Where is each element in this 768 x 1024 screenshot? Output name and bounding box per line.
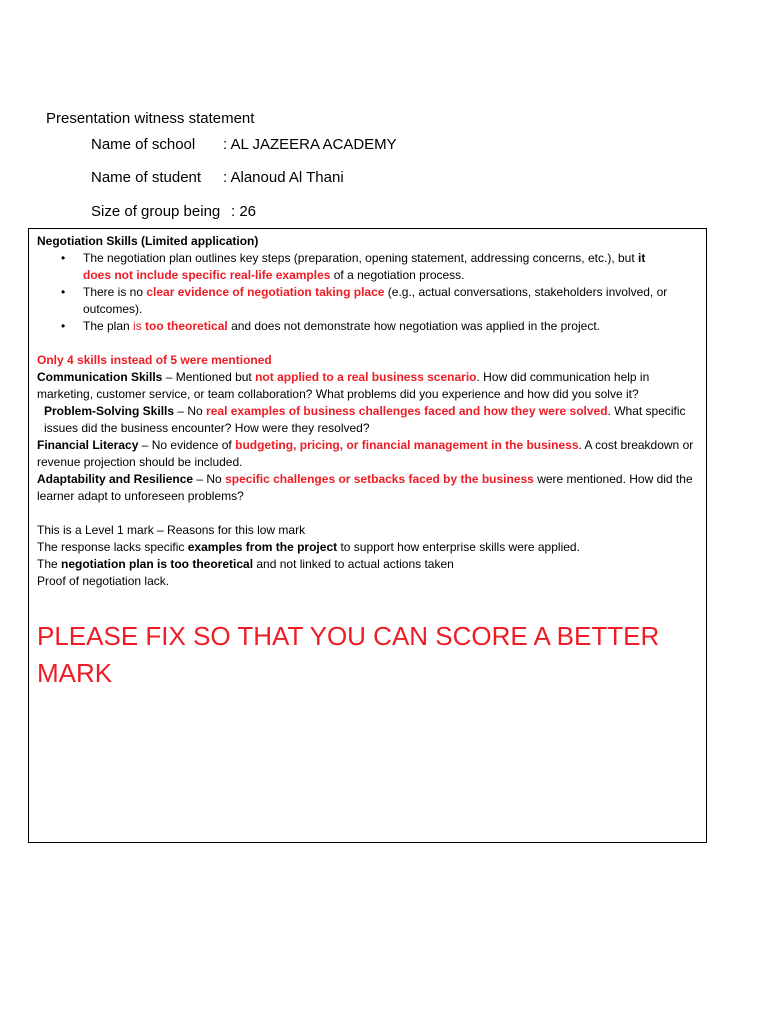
list-item (61, 250, 698, 284)
document-title: Presentation witness statement (46, 110, 255, 127)
text-run: specific challenges or setbacks faced by the business (225, 472, 534, 486)
text-run: of a negotiation process. (330, 268, 465, 282)
group-size-value: : 26 (231, 203, 257, 220)
skill-name: Financial Literacy (37, 438, 139, 452)
text-run: to support how enterprise skills were applied. (337, 540, 580, 554)
reason-proof-line: Proof of negotiation lack. (37, 574, 170, 588)
financial-literacy-paragraph (37, 437, 698, 471)
text-run: . A cost breakdown or revenue projection should be included. (37, 438, 694, 469)
group-size-row (91, 202, 257, 222)
text-run: – Mentioned but (162, 370, 256, 384)
problem-solving-paragraph (37, 403, 698, 437)
feedback-box (28, 228, 707, 843)
spacer (37, 335, 698, 352)
text-run: negotiation plan is too theoretical (61, 557, 254, 571)
text-run: is (133, 319, 146, 333)
text-run: The plan (83, 319, 134, 333)
text-run: it (638, 251, 646, 265)
school-row (91, 135, 397, 155)
text-run: – No (174, 404, 207, 418)
text-run: real examples of business challenges faced and how they were solved (206, 404, 608, 418)
text-run: too theoretical (145, 319, 228, 333)
list-item (61, 318, 698, 335)
list-item (61, 284, 698, 318)
text-run: and not linked to actual actions taken (253, 557, 454, 571)
negotiation-heading: Negotiation Skills (Limited application) (37, 234, 259, 248)
student-value: : Alanoud Al Thani (223, 169, 344, 186)
bullet-icon: • (61, 251, 66, 265)
level-mark-line: This is a Level 1 mark – Reasons for this low mark (37, 523, 306, 537)
call-to-action: PLEASE FIX SO THAT YOU CAN SCORE A BETTER MARK (37, 621, 660, 688)
skills-count-note: Only 4 skills instead of 5 were mentioned (37, 353, 272, 367)
text-run: (e.g., actual conversations, stakeholders involved, or outcomes). (83, 285, 668, 316)
text-run: The negotiation plan outlines key steps (preparation, opening statement, addressing concerns, etc.), but (83, 251, 638, 265)
spacer (37, 505, 698, 522)
text-run: does not include specific real-life examples (83, 268, 331, 282)
text-run: budgeting, pricing, or financial management in the business (235, 438, 579, 452)
text-run: The response lacks specific (37, 540, 188, 554)
text-run: clear evidence of negotiation taking place (146, 285, 385, 299)
reason-examples-line (37, 539, 698, 556)
text-run: not applied to a real business scenario (255, 370, 477, 384)
skill-name: Communication Skills (37, 370, 163, 384)
communication-skills-paragraph (37, 369, 698, 403)
bullet-icon: • (61, 319, 66, 333)
text-run: examples from the project (187, 540, 338, 554)
text-run: . How did communication help in marketing, customer service, or team collaboration? What problems did you experience and how did you solve it? (37, 370, 650, 401)
student-label: Name of student (91, 169, 202, 186)
adaptability-paragraph (37, 471, 698, 505)
text-run: and does not demonstrate how negotiation was applied in the project. (227, 319, 600, 333)
text-run: The (37, 557, 62, 571)
negotiation-list (37, 250, 698, 335)
reason-theoretical-line (37, 556, 698, 573)
bullet-icon: • (61, 285, 66, 299)
text-run: . What specific issues did the business encounter? How were they resolved? (44, 404, 686, 435)
text-run: There is no (83, 285, 147, 299)
group-size-label: Size of group being (91, 203, 221, 220)
text-run: – No evidence of (138, 438, 236, 452)
text-run: were mentioned. How did the learner adapt to unforeseen problems? (37, 472, 693, 503)
skill-name: Problem-Solving Skills (44, 404, 175, 418)
skill-name: Adaptability and Resilience (37, 472, 194, 486)
school-label: Name of school (91, 136, 196, 153)
school-value: : AL JAZEERA ACADEMY (223, 136, 397, 153)
text-run: – No (193, 472, 226, 486)
student-row (91, 168, 344, 188)
